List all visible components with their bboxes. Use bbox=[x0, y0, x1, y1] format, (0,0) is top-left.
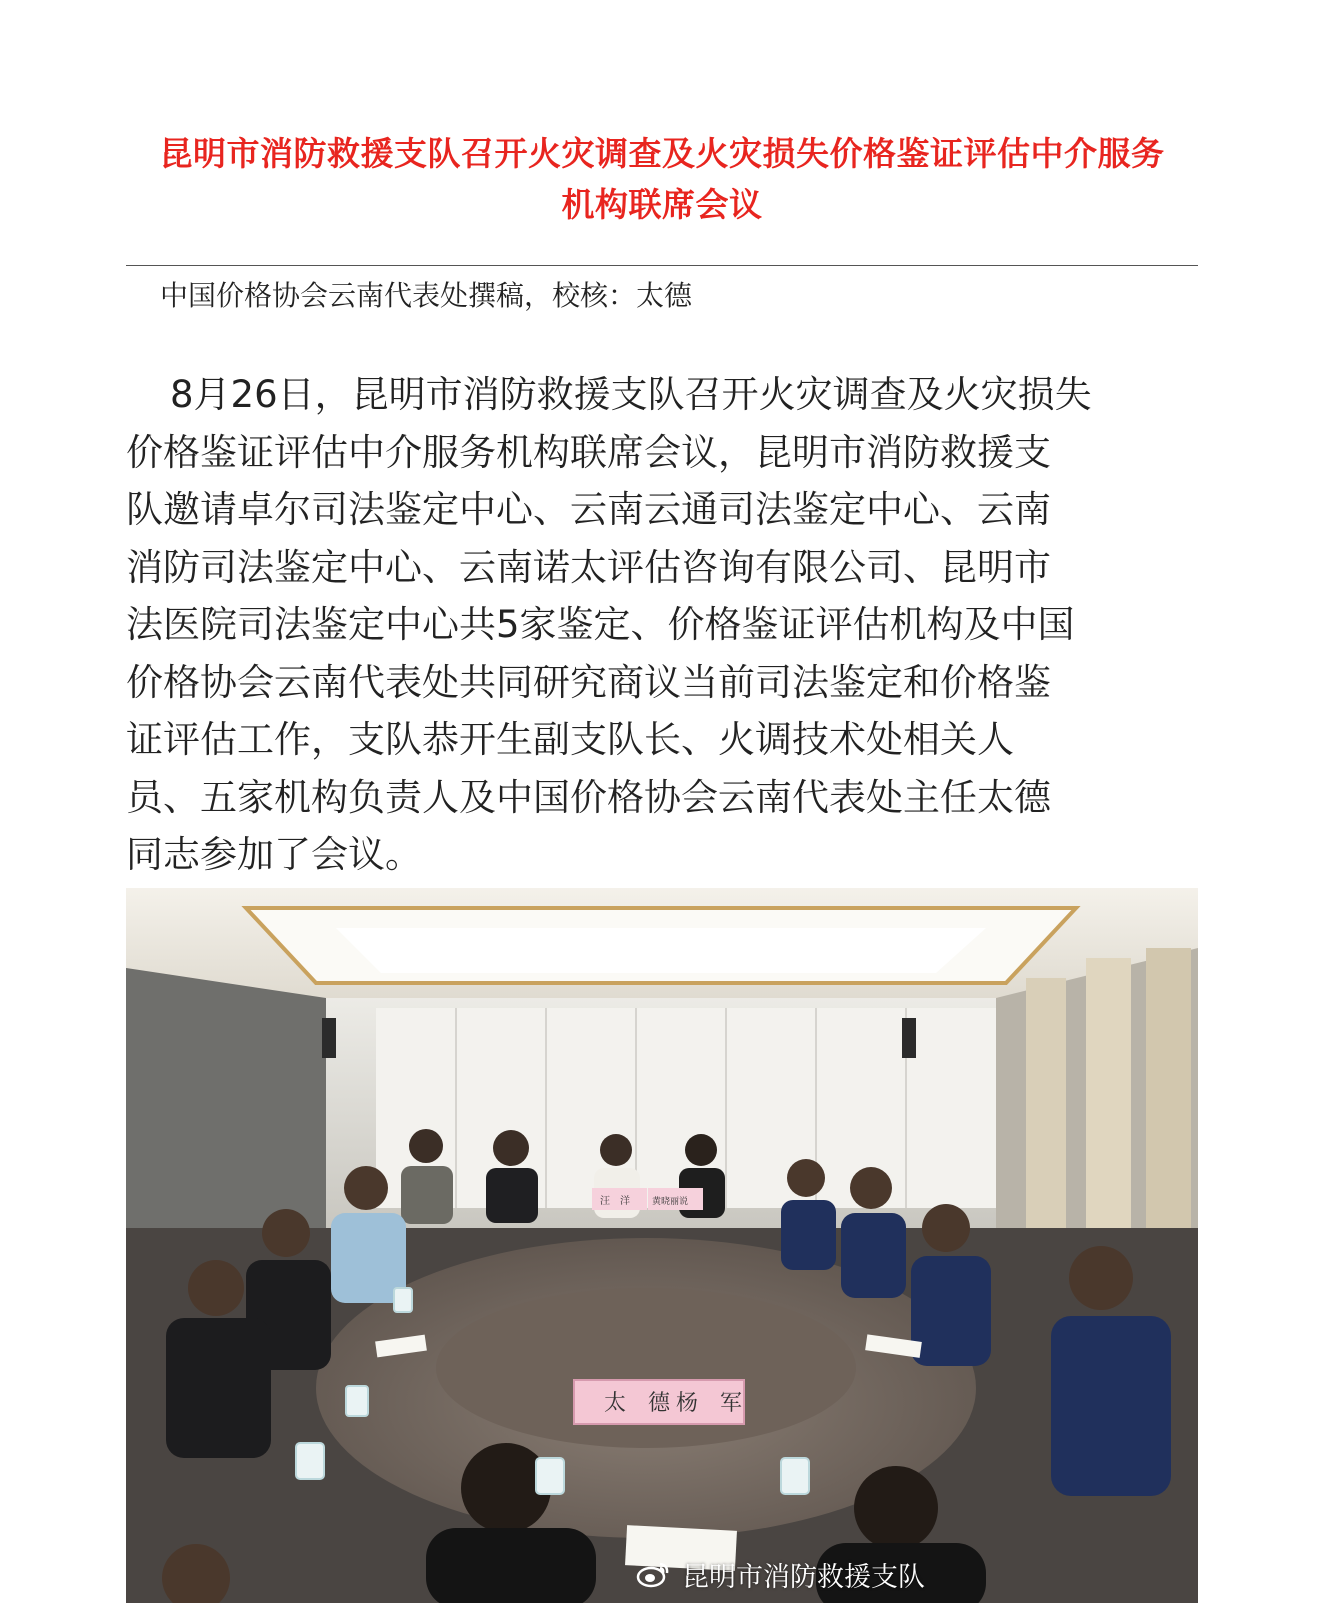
body-line: 队邀请卓尔司法鉴定中心、云南云通司法鉴定中心、云南 bbox=[126, 488, 1051, 531]
title-divider bbox=[126, 265, 1198, 266]
nameplate-label: 汪 洋 bbox=[600, 1196, 630, 1207]
body-line: 同志参加了会议。 bbox=[126, 833, 422, 876]
body-line: 员、五家机构负责人及中国价格协会云南代表处主任太德 bbox=[126, 775, 1051, 819]
weibo-icon bbox=[636, 1559, 672, 1589]
nameplate-label: 黄晓丽说 bbox=[652, 1196, 689, 1206]
meeting-photo bbox=[126, 888, 1198, 1603]
body-line: 8月26日，昆明市消防救援支队召开火灾调查及火灾损失 bbox=[170, 373, 1092, 416]
article-title bbox=[126, 128, 1198, 230]
body-line: 消防司法鉴定中心、云南诺太评估咨询有限公司、昆明市 bbox=[126, 545, 1051, 589]
article-title-line-2: 机构联席会议 bbox=[561, 185, 763, 224]
byline: 中国价格协会云南代表处撰稿，校核：太德 bbox=[160, 279, 693, 312]
article-body bbox=[126, 366, 1198, 884]
article-title-line-1: 昆明市消防救援支队召开火灾调查及火灾损失价格鉴证评估中介服务 bbox=[159, 134, 1165, 173]
body-line: 价格协会云南代表处共同研究商议当前司法鉴定和价格鉴 bbox=[126, 660, 1051, 704]
watermark-text: 昆明市消防救援支队 bbox=[682, 1561, 925, 1593]
body-line: 价格鉴证评估中介服务机构联席会议，昆明市消防救援支 bbox=[126, 430, 1051, 474]
meeting-photo-illustration bbox=[126, 888, 1198, 1603]
nameplate-label: 太 德 bbox=[604, 1390, 671, 1415]
body-line: 法医院司法鉴定中心共5家鉴定、价格鉴证评估机构及中国 bbox=[126, 603, 1075, 646]
body-line: 证评估工作，支队恭开生副支队长、火调技术处相关人 bbox=[126, 718, 1014, 761]
photo-watermark bbox=[636, 1554, 925, 1594]
nameplate-label: 杨 军 bbox=[676, 1390, 743, 1415]
